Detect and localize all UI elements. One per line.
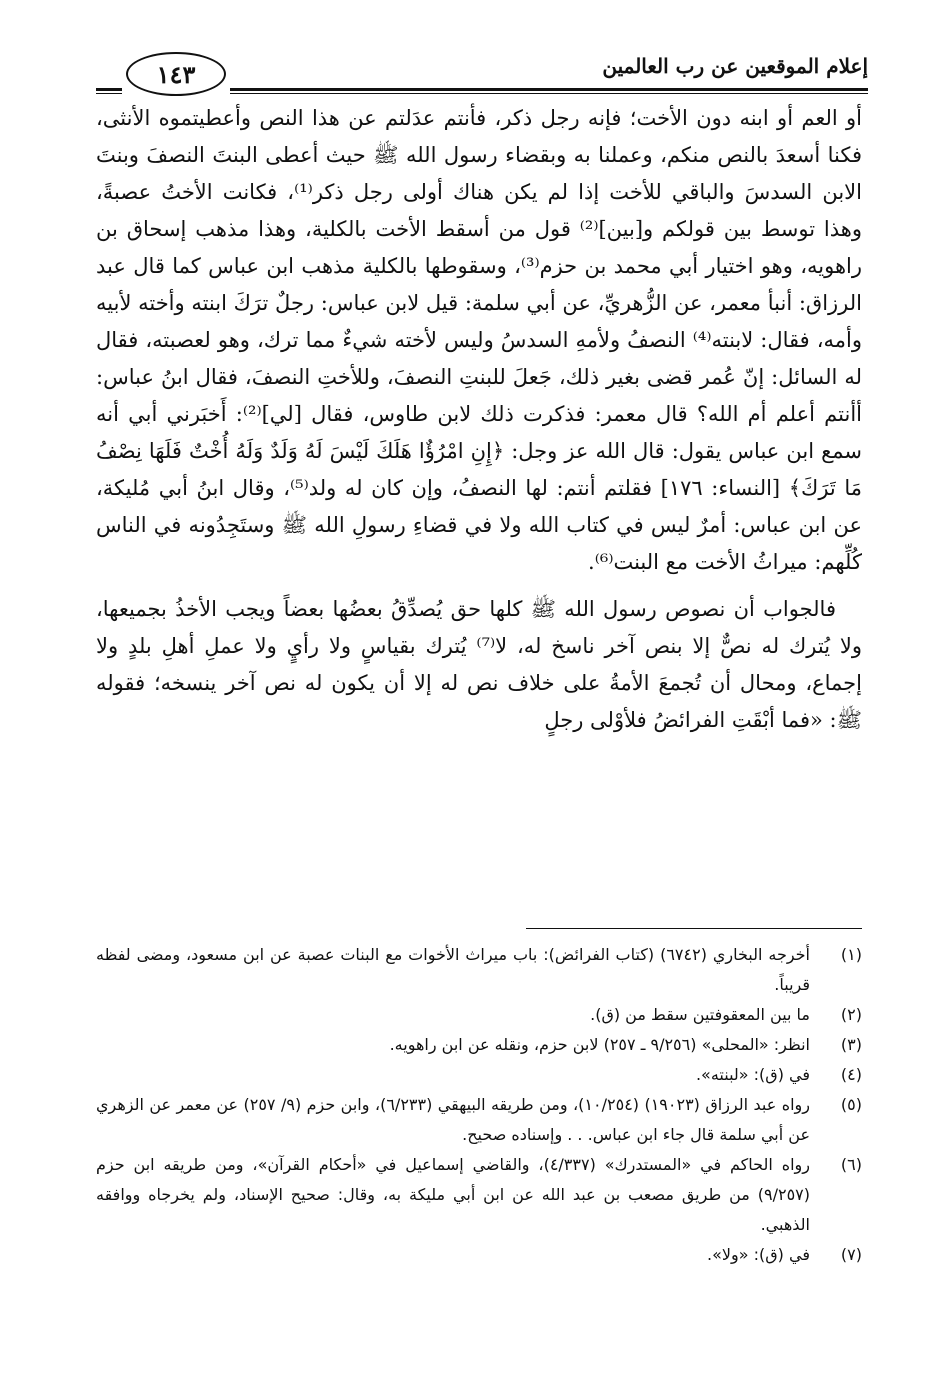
footnote-text: رواه عبد الرزاق (١٩٠٢٣) (١٠/٢٥٤)، ومن طريقه البيهقي (٦/٢٣٣)، وابن حزم (٩/ ٢٥٧) عن معمر عن الزهري عن أبي سلمة قال جاء ابن عباس. . . وإسناده صحيح. <box>96 1095 811 1144</box>
footnote-number: (٥) <box>840 1095 862 1114</box>
page-number-frame <box>122 52 230 98</box>
footnotes <box>96 940 862 1270</box>
running-title: إعلام الموقعين عن رب العالمين <box>602 54 868 78</box>
footnote-item <box>96 1060 862 1090</box>
footnote-text: في (ق): «لبنته». <box>695 1065 810 1084</box>
footnote-item <box>96 1150 862 1240</box>
footnote-item <box>96 940 862 1000</box>
footnote-item <box>96 1030 862 1060</box>
footnote-number: (٢) <box>840 1005 862 1024</box>
footnote-number: (٧) <box>840 1245 862 1264</box>
footnote-text: أخرجه البخاري (٦٧٤٢) (كتاب الفرائض): باب ميراث الأخوات مع البنات عصبة عن ابن مسعود، ومضى لفظه قريباً. <box>96 945 810 994</box>
footnote-item <box>96 1000 862 1030</box>
main-text <box>96 100 862 739</box>
footnote-text: في (ق): «ولا». <box>707 1245 810 1264</box>
page-header <box>96 44 868 96</box>
paragraph-2: فالجواب أن نصوص رسول الله ﷺ كلها حق يُصدِّقُ بعضُها بعضاً ويجب الأخذُ بجميعها، ولا يُترك له نصٌّ إلا بنص آخر ناسخ له، لا⁽⁷⁾ يُترك بقياسٍ ولا رأيٍ ولا عملِ أهلِ بلدٍ ولا إجماع، ومحال أن تُجمعَ الأمةُ على خلاف نص له إلا أن يكون له نص آخر ينسخه؛ فقوله ﷺ: «فما أبْقَتِ الفرائضُ فلأوْلى رجلٍ <box>96 597 863 732</box>
footnote-text: انظر: «المحلى» (٩/٢٥٦ ـ ٢٥٧) لابن حزم، ونقله عن ابن راهويه. <box>389 1035 810 1054</box>
footnote-text: رواه الحاكم في «المستدرك» (٤/٣٣٧)، والقاضي إسماعيل في «أحكام القرآن»، ومن طريقه ابن حزم (٩/٢٥٧) من طريق مصعب بن عبد الله عن ابن أبي مليكة به، وقال: صحيح الإسناد، ولم يخرجاه ووافقه الذهبي. <box>96 1155 810 1234</box>
footnote-number: (٣) <box>840 1035 862 1054</box>
paragraph-1: أو العم أو ابنه دون الأخت؛ فإنه رجل ذكر، فأنتم عدَلتم عن هذا النص وأعطيتموه الأنثى، فكنا أسعدَ بالنص منكم، وعملنا به وبقضاء رسول الله ﷺ حيث أعطى البنتَ النصفَ وبنتَ الابن السدسَ والباقي للأخت إذا لم يكن هناك أولى رجل ذكر⁽¹⁾، فكانت الأختُ عصبةً، وهذا توسط بين قولكم و[بين]⁽²⁾ قول من أسقط الأخت بالكلية، وهذا مذهب إسحاق بن راهويه، وهو اختيار أبي محمد بن حزم⁽³⁾، وسقوطها بالكلية مذهب ابن عباس كما قال عبد الرزاق: أنبأ معمر، عن الزُّهريِّ، عن أبي سلمة: قيل لابن عباس: رجلٌ ترَكَ ابنته وأخته لأبيه وأمه، فقال: لابنته⁽⁴⁾ النصفُ ولأمهِ السدسُ وليس لأخته شيءٌ مما ترك، وهو لعصبته، فقال له السائل: إنّ عُمر قضى بغير ذلك، جَعلَ للبنتِ النصفَ، وللأختِ النصفَ، فقال ابنُ عباس: أأنتم أعلم أم الله؟ قال معمر: فذكرت ذلك لابن طاوس، فقال [لي]⁽²⁾: أَخبَرني أبي أنه سمع ابن عباس يقول: قال الله عز وجل: ﴿إِنِ امْرُؤٌا هَلَكَ لَيْسَ لَهُ وَلَدٌ وَلَهُ أُخْتٌ فَلَهَا نِصْفُ مَا تَرَكَ﴾ [النساء: ١٧٦] فقلتم أنتم: لها النصفُ، وإن كان له ولد⁽⁵⁾، وقال ابنُ أبي مُليكة، عن ابن عباس: أمرٌ ليس في كتاب الله ولا في قضاءِ رسولِ الله ﷺ وستَجِدُونه في الناس كُلِّهم: ميراثُ الأخت مع البنت⁽⁶⁾. <box>96 106 863 574</box>
footnote-number: (١) <box>840 945 862 964</box>
footnote-separator <box>526 928 862 929</box>
page-number: ١٤٣ <box>126 52 226 96</box>
footnote-number: (٦) <box>840 1155 862 1174</box>
footnote-text: ما بين المعقوفتين سقط من (ق). <box>590 1005 810 1024</box>
footnote-number: (٤) <box>840 1065 862 1084</box>
footnote-item <box>96 1240 862 1270</box>
footnote-item <box>96 1090 862 1150</box>
